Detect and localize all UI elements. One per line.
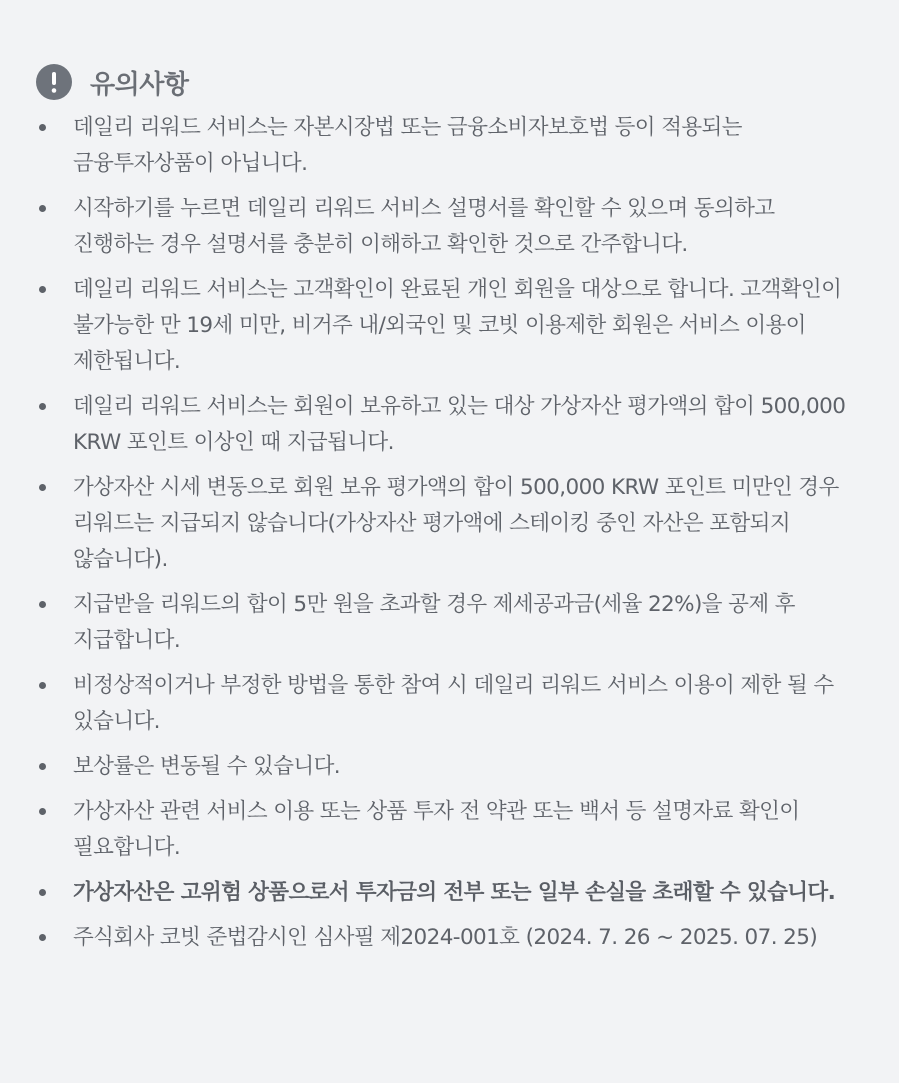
notice-title: 유의사항 bbox=[90, 69, 189, 100]
bullet-icon bbox=[39, 934, 46, 941]
notice-list bbox=[36, 110, 859, 956]
notice-item bbox=[36, 110, 859, 182]
notice-item bbox=[36, 749, 859, 785]
notice-header bbox=[36, 62, 859, 102]
bullet-icon bbox=[39, 601, 46, 608]
notice-item-text: 주식회사 코빗 준법감시인 심사필 제2024-001호 (2024. 7. 26 ~ 2025. 07. 25) bbox=[73, 925, 818, 950]
notice-item-text: 시작하기를 누르면 데일리 리워드 서비스 설명서를 확인할 수 있으며 동의하고 진행하는 경우 설명서를 충분히 이해하고 확인한 것으로 간주합니다. bbox=[73, 196, 775, 257]
bullet-icon bbox=[39, 286, 46, 293]
notice-item-text: 데일리 리워드 서비스는 고객확인이 완료된 개인 회원을 대상으로 합니다. 고객확인이 불가능한 만 19세 미만, 비거주 내/외국인 및 코빗 이용제한 회원은 서비스 이용이 제한됩니다. bbox=[73, 277, 842, 374]
bullet-icon bbox=[39, 205, 46, 212]
notice-item-text: 가상자산은 고위험 상품으로서 투자금의 전부 또는 일부 손실을 초래할 수 있습니다. bbox=[73, 880, 836, 905]
bullet-icon bbox=[39, 403, 46, 410]
notice-item bbox=[36, 794, 859, 866]
exclamation-circle-icon bbox=[36, 64, 72, 100]
bullet-icon bbox=[39, 124, 46, 131]
notice-item bbox=[36, 272, 859, 380]
notice-item bbox=[36, 470, 859, 578]
notice-item bbox=[36, 920, 859, 956]
notice-item-text: 가상자산 시세 변동으로 회원 보유 평가액의 합이 500,000 KRW 포인트 미만인 경우 리워드는 지급되지 않습니다(가상자산 평가액에 스테이킹 중인 자산은 포함되지 않습니다). bbox=[73, 475, 839, 572]
bullet-icon bbox=[39, 808, 46, 815]
notice-item-text: 보상률은 변동될 수 있습니다. bbox=[73, 754, 340, 779]
notice-item-text: 데일리 리워드 서비스는 자본시장법 또는 금융소비자보호법 등이 적용되는 금융투자상품이 아닙니다. bbox=[73, 115, 742, 176]
notice-item bbox=[36, 389, 859, 461]
bullet-icon bbox=[39, 682, 46, 689]
notice-item-text: 가상자산 관련 서비스 이용 또는 상품 투자 전 약관 또는 백서 등 설명자료 확인이 필요합니다. bbox=[73, 799, 800, 860]
notice-item-text: 지급받을 리워드의 합이 5만 원을 초과할 경우 제세공과금(세율 22%)을 공제 후 지급합니다. bbox=[73, 592, 795, 653]
notice-item-warning bbox=[36, 875, 859, 911]
notice-item bbox=[36, 587, 859, 659]
bullet-icon bbox=[39, 484, 46, 491]
bullet-icon bbox=[39, 889, 46, 896]
notice-item bbox=[36, 191, 859, 263]
notice-item-text: 비정상적이거나 부정한 방법을 통한 참여 시 데일리 리워드 서비스 이용이 제한 될 수 있습니다. bbox=[73, 673, 834, 734]
notice-item-text: 데일리 리워드 서비스는 회원이 보유하고 있는 대상 가상자산 평가액의 합이 500,000 KRW 포인트 이상인 때 지급됩니다. bbox=[73, 394, 846, 455]
notice-item bbox=[36, 668, 859, 740]
bullet-icon bbox=[39, 763, 46, 770]
